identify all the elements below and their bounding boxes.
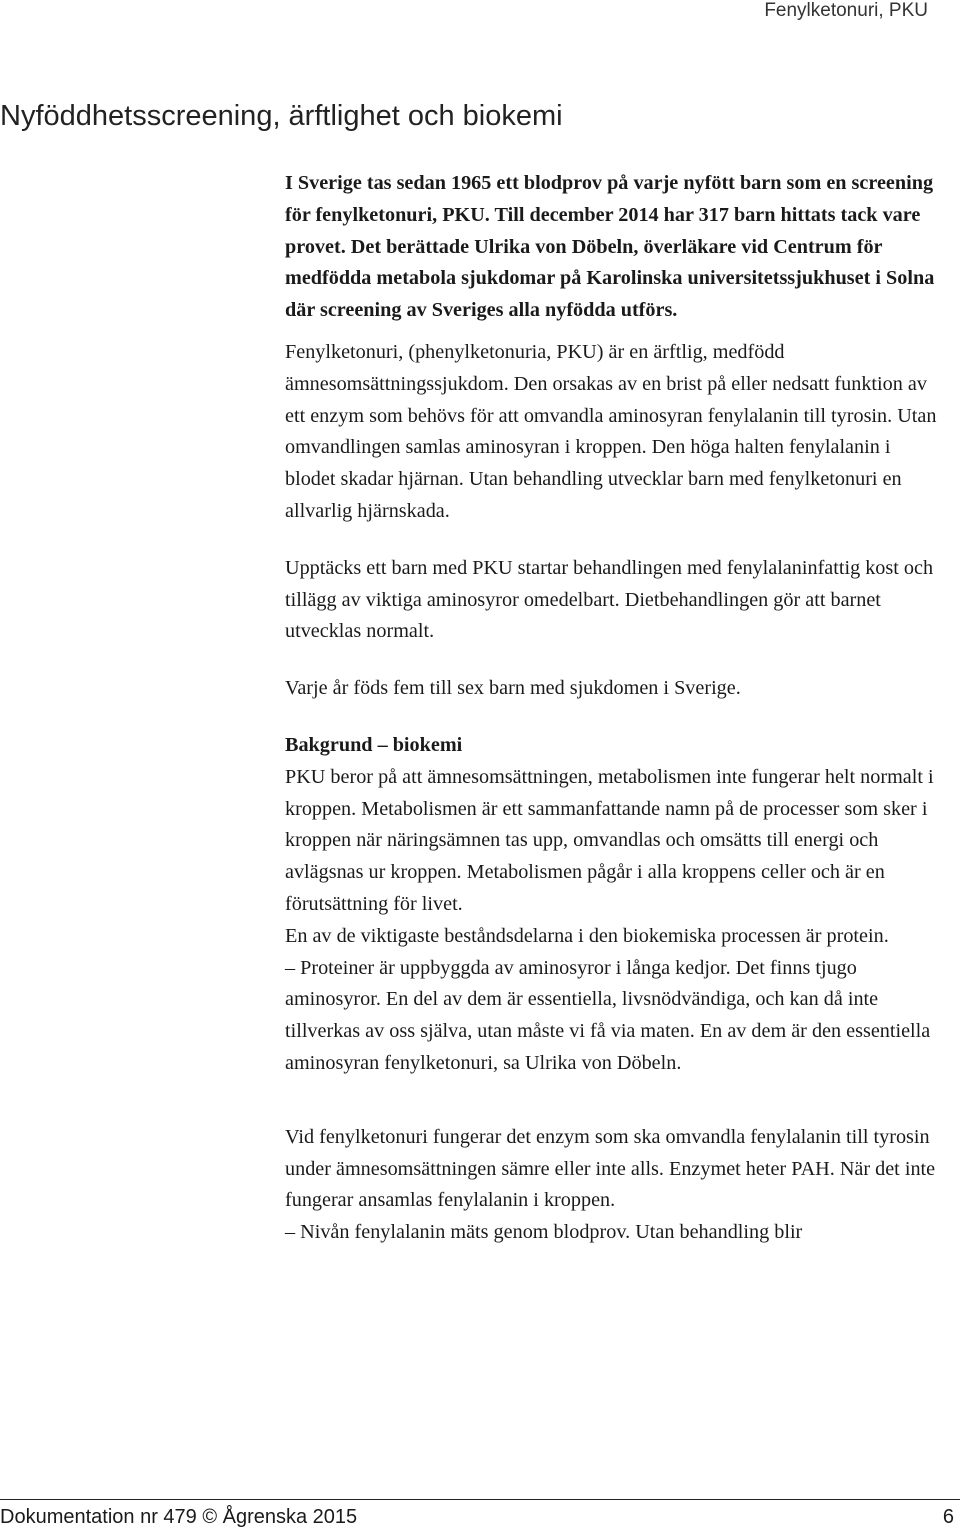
paragraph-blood-test: – Nivån fenylalanin mäts genom blodprov. Utan behandling blir <box>285 1221 803 1244</box>
footer-citation: Dokumentation nr 479 © Ågrenska 2015 <box>0 1506 358 1528</box>
paragraph-amino-acids: – Proteiner är uppbyggda av aminosyror i långa kedjor. Det finns tjugo aminosyror. En del av dem är essentiella, livsnödvändiga, och kan då inte tillverkas av oss själva, utan måste vi få via maten. En av dem är den essentiella aminosyran fenylketonuri, sa Ulrika von Döbeln. <box>285 956 931 1074</box>
paragraph-protein: En av de viktigaste beståndsdelarna i den biokemiska processen är protein. <box>285 924 889 947</box>
paragraph-definition: Fenylketonuri, (phenylketonuria, PKU) är en ärftlig, medfödd ämnesomsättningssjukdom. Den orsakas av en brist på eller nedsatt funktion av ett enzym som behövs för att omvandla aminosyran fenylalanin till tyrosin. Utan omvandlingen samlas aminosyran i kroppen. Den höga halten fenylalanin i blodet skadar hjärnan. Utan behandling utvecklar barn med fenylketonuri en allvarlig hjärnskada. <box>285 340 937 522</box>
page-title: Nyföddhetsscreening, ärftlighet och biokemi <box>0 100 563 132</box>
running-header: Fenylketonuri, PKU <box>764 0 928 21</box>
paragraph-enzyme: Vid fenylketonuri fungerar det enzym som ska omvandla fenylalanin till tyrosin under ämnesomsättningen sämre eller inte alls. Enzymet heter PAH. När det inte fungerar ansamlas fenylalanin i kroppen. <box>285 1125 936 1212</box>
page-number: 6 <box>942 1506 954 1528</box>
section-heading: Bakgrund – biokemi <box>285 733 463 756</box>
page-footer <box>0 1499 960 1528</box>
paragraph-treatment: Upptäcks ett barn med PKU startar behandlingen med fenylalaninfattig kost och tillägg av viktiga aminosyror omedelbart. Dietbehandlingen gör att barnet utvecklas normalt. <box>285 556 934 643</box>
paragraph-incidence: Varje år föds fem till sex barn med sjukdomen i Sverige. <box>285 677 741 700</box>
lead-paragraph: I Sverige tas sedan 1965 ett blodprov på varje nyfött barn som en screening för fenylketonuri, PKU. Till december 2014 har 317 barn hittats tack vare provet. Det berättade Ulrika von Döbeln, överläkare vid Centrum för medfödda metabola sjukdomar på Karolinska universitetssjukhuset i Solna där screening av Sveriges alla nyfödda utförs. <box>285 172 935 322</box>
article-body <box>285 168 945 1249</box>
paragraph-metabolism: PKU beror på att ämnesomsättningen, metabolismen inte fungerar helt normalt i kroppen. Metabolismen är ett sammanfattande namn på de processer som sker i kroppen när näringsämnen tas upp, omvandlas och omsätts till energi och avlägsnas ur kroppen. Metabolismen pågår i alla kroppens celler och är en förutsättning för livet. <box>285 765 934 915</box>
